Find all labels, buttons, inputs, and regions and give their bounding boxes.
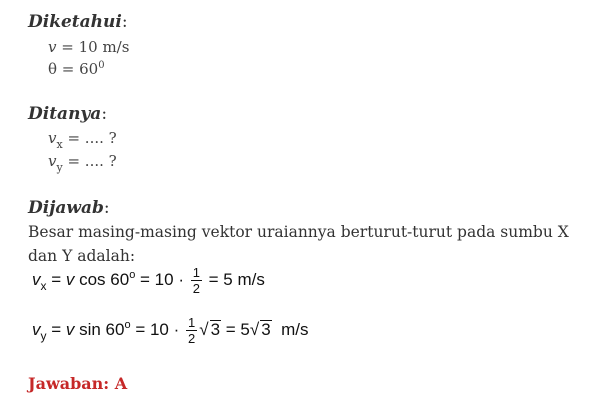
solution-heading-colon: :	[103, 198, 110, 218]
eq2-sqrt-sign: √	[199, 319, 209, 339]
asked-heading	[28, 104, 107, 124]
eq1-fraction	[191, 265, 202, 296]
eq1-sub: x	[40, 278, 47, 293]
eq1-func: cos 60	[74, 269, 130, 289]
asked-heading-text: Ditanya	[28, 104, 102, 124]
known-angle	[48, 60, 105, 78]
eq2-v: v	[32, 319, 41, 339]
angle-degree-sup: 0	[98, 60, 105, 71]
vy-symbol: v	[48, 152, 57, 170]
asked-vy	[48, 152, 117, 174]
eq2-sub: y	[40, 328, 47, 343]
vy-question: = .... ?	[62, 152, 117, 170]
known-heading-colon: :	[121, 12, 128, 32]
eq2-mid: = 10 ·	[130, 319, 184, 339]
eq1-mid: = 10 ·	[135, 269, 189, 289]
angle-value: θ = 60	[48, 60, 99, 78]
eq2-func: sin 60	[74, 319, 125, 339]
eq1-v: v	[32, 269, 41, 289]
known-heading-text: Diketahui	[28, 12, 122, 32]
eq1-v2: v	[65, 269, 75, 289]
vy-subscript: y	[56, 161, 63, 174]
velocity-symbol: v	[48, 38, 57, 56]
eq2-unit: m/s	[271, 319, 309, 339]
eq2-deg: o	[124, 318, 131, 331]
final-answer: Jawaban: A	[28, 374, 128, 393]
vx-question: = .... ?	[62, 129, 117, 147]
eq2-v2: v	[65, 319, 75, 339]
eq2-fraction	[186, 315, 197, 346]
equation-vy	[32, 315, 309, 346]
velocity-value: = 10 m/s	[56, 38, 130, 56]
solution-heading-text: Dijawab	[28, 198, 104, 218]
solution-paragraph: Besar masing-masing vektor uraiannya berturut-turut pada sumbu X dan Y adalah:	[28, 223, 569, 265]
vx-subscript: x	[56, 138, 63, 151]
asked-vx	[48, 129, 117, 151]
eq2-sqrt-arg2: 3	[261, 319, 271, 339]
solution-heading	[28, 198, 110, 218]
asked-heading-colon: :	[101, 104, 108, 124]
eq1-result: = 5 m/s	[203, 269, 265, 289]
known-heading	[28, 12, 128, 32]
known-velocity	[48, 38, 129, 56]
eq2-sqrt-arg: 3	[210, 319, 221, 339]
eq2-sqrt-sign2: √	[249, 319, 260, 339]
equation-vx	[32, 265, 265, 296]
eq1-deg: o	[129, 268, 136, 281]
vx-symbol: v	[48, 129, 57, 147]
eq1-denominator: 2	[192, 281, 200, 296]
eq1-eq: =	[46, 269, 66, 289]
eq2-numerator: 1	[187, 315, 196, 330]
eq1-numerator: 1	[192, 265, 200, 280]
eq2-denominator: 2	[187, 331, 196, 346]
eq2-mid2: = 5	[221, 319, 250, 339]
eq2-eq: =	[46, 319, 66, 339]
